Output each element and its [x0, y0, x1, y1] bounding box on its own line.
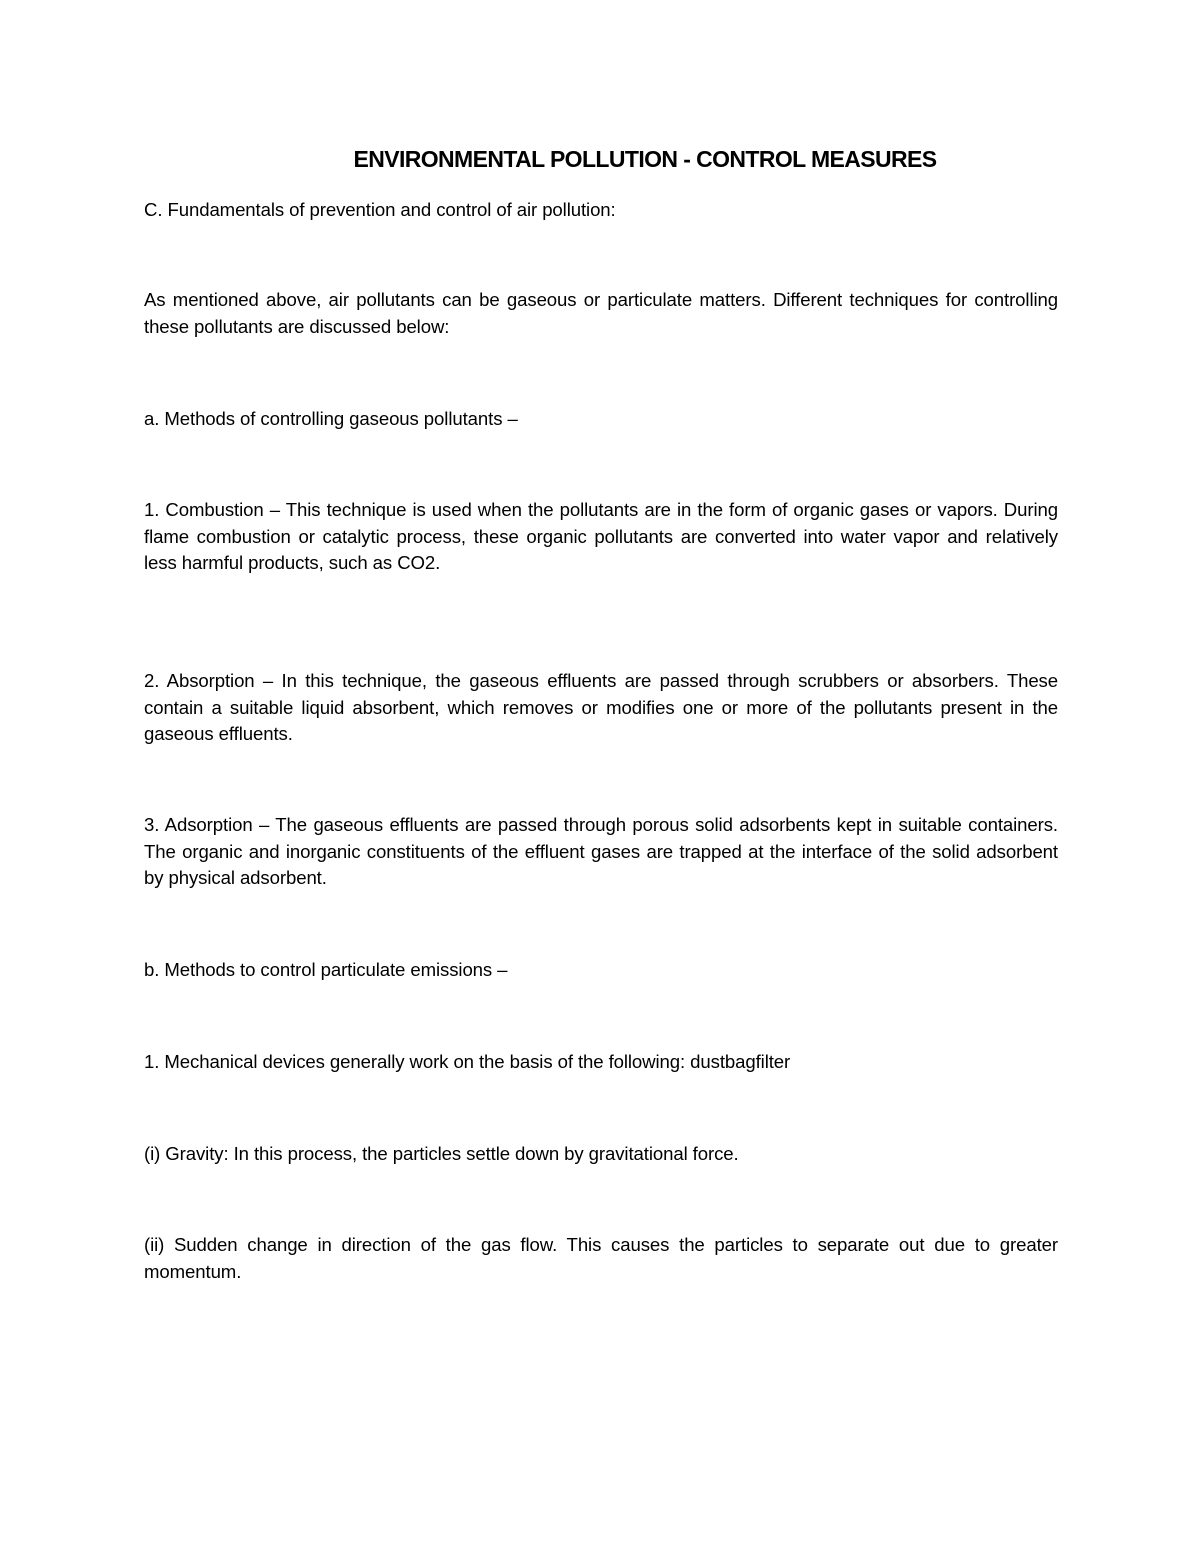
combustion-paragraph: 1. Combustion – This technique is used when the pollutants are in the form of organic gases or vapors. During flame combustion or catalytic process, these organic pollutants are converted into water vapor and relatively less harmful products, such as CO2.	[144, 499, 1058, 573]
absorption-paragraph: 2. Absorption – In this technique, the gaseous effluents are passed through scrubbers or absorbers. These contain a suitable liquid absorbent, which removes or modifies one or more of the pollutants present in the gaseous effluents.	[144, 670, 1058, 744]
intro-paragraph: As mentioned above, air pollutants can be gaseous or particulate matters. Different techniques for controlling these pollutants are discussed below:	[144, 289, 1058, 337]
mechanical-devices-paragraph: 1. Mechanical devices generally work on the basis of the following: dustbagfilter	[144, 1051, 791, 1072]
gravity-paragraph: (i) Gravity: In this process, the particles settle down by gravitational force.	[144, 1143, 739, 1164]
particulate-methods-heading: b. Methods to control particulate emissions –	[144, 959, 508, 980]
gaseous-methods-heading: a. Methods of controlling gaseous pollutants –	[144, 408, 518, 429]
adsorption-paragraph: 3. Adsorption – The gaseous effluents are passed through porous solid adsorbents kept in suitable containers. The organic and inorganic constituents of the effluent gases are trapped at the interface of the solid adsorbent by physical adsorbent.	[144, 814, 1058, 888]
section-heading: C. Fundamentals of prevention and control of air pollution:	[144, 199, 616, 220]
sudden-change-paragraph: (ii) Sudden change in direction of the gas flow. This causes the particles to separate out due to greater momentum.	[144, 1234, 1058, 1282]
document-title: ENVIRONMENTAL POLLUTION - CONTROL MEASURES	[353, 146, 937, 172]
